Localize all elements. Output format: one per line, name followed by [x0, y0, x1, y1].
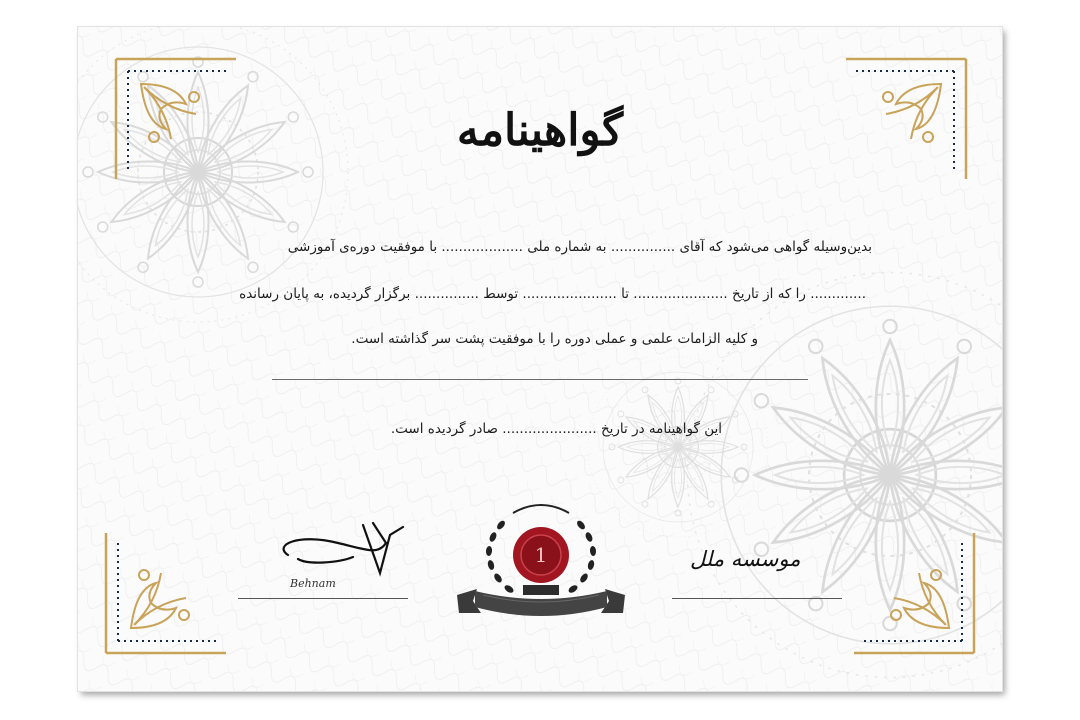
corner-ornament-icon	[844, 523, 984, 663]
institute-signature-line	[672, 598, 842, 599]
signature-name: Behnam	[290, 577, 336, 590]
wax-seal-icon	[513, 527, 569, 583]
signature-icon	[268, 515, 418, 595]
seal-emblem	[453, 495, 629, 625]
signature-line	[238, 598, 408, 599]
body-line-3: و کلیه الزامات علمی و عملی دوره را با موفقیت پشت سر گذاشته است.	[351, 331, 758, 347]
institute-name: موسسه ملل	[690, 547, 801, 571]
seal-number: 1	[534, 543, 548, 567]
body-line-2: ............. را که از تاریخ ...................... تا ...................... توسط ............... برگزار گردیده، به پایان رسانده	[239, 286, 866, 302]
corner-ornament-icon	[96, 523, 236, 663]
issue-date-line: این گواهینامه در تاریخ ...................... صادر گردیده است.	[390, 421, 722, 437]
ribbon-banner-icon	[457, 585, 625, 616]
certificate-card	[78, 27, 1002, 691]
body-line-1: بدین‌وسیله گواهی می‌شود که آقای ............... به شماره ملی ................... با موفقیت دوره‌ی آموزشی	[287, 239, 872, 255]
certificate-title: گواهینامه	[456, 105, 624, 156]
section-divider	[272, 379, 808, 380]
